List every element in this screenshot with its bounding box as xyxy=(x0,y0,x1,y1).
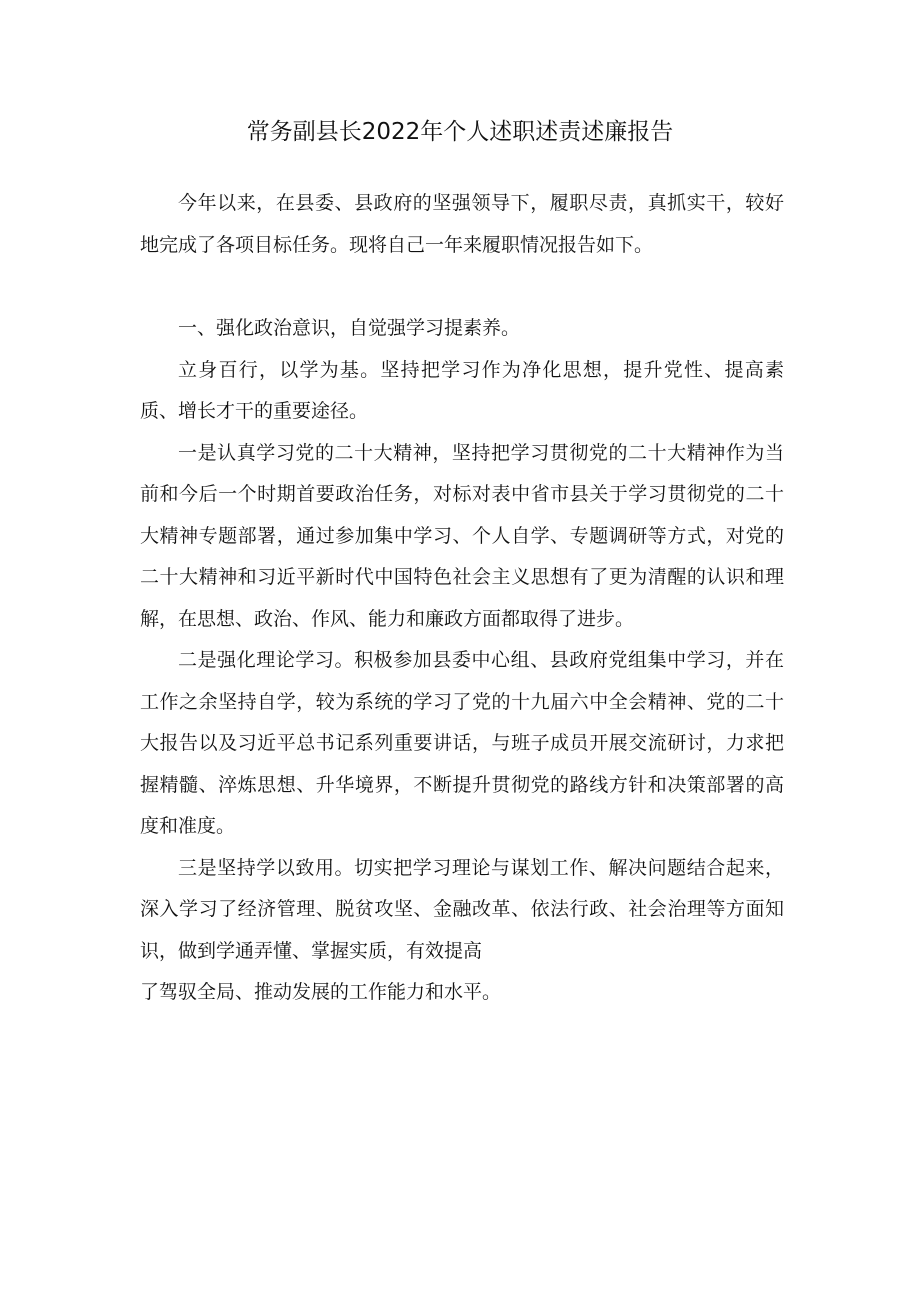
document-title: 常务副县长2022年个人述职述责述廉报告 xyxy=(246,119,674,145)
body-paragraph: 三是坚持学以致用。切实把学习理论与谋划工作、解决问题结合起来，深入学习了经济管理、脱贫攻坚、金融改革、依法行政、社会治理等方面知识，做到学通弄懂、掌握实质，有效提高 xyxy=(140,856,784,962)
section-heading-1: 一、强化政治意识，自觉强学习提素养。 xyxy=(178,317,521,339)
document-body xyxy=(140,183,784,1014)
body-paragraph: 一是认真学习党的二十大精神，坚持把学习贯彻党的二十大精神作为当前和今后一个时期首要政治任务，对标对表中省市县关于学习贯彻党的二十大精神专题部署，通过参加集中学习、个人自学、专题调研等方式，对党的二十大精神和习近平新时代中国特色社会主义思想有了更为清醒的认识和理解，在思想、政治、作风、能力和廉政方面都取得了进步。 xyxy=(140,441,784,630)
body-paragraph: 二是强化理论学习。积极参加县委中心组、县政府党组集中学习，并在工作之余坚持自学，较为系统的学习了党的十九届六中全会精神、党的二十大报告以及习近平总书记系列重要讲话，与班子成员开展交流研讨，力求把握精髓、淬炼思想、升华境界，不断提升贯彻党的路线方针和决策部署的高度和准度。 xyxy=(140,649,784,837)
body-paragraph: 立身百行，以学为基。坚持把学习作为净化思想，提升党性、提高素质、增长才干的重要途径。 xyxy=(140,358,784,422)
intro-paragraph: 今年以来，在县委、县政府的坚强领导下，履职尽责，真抓实干，较好地完成了各项目标任务。现将自己一年来履职情况报告如下。 xyxy=(140,192,784,256)
body-paragraph-continuation: 了驾驭全局、推动发展的工作能力和水平。 xyxy=(140,981,502,1003)
